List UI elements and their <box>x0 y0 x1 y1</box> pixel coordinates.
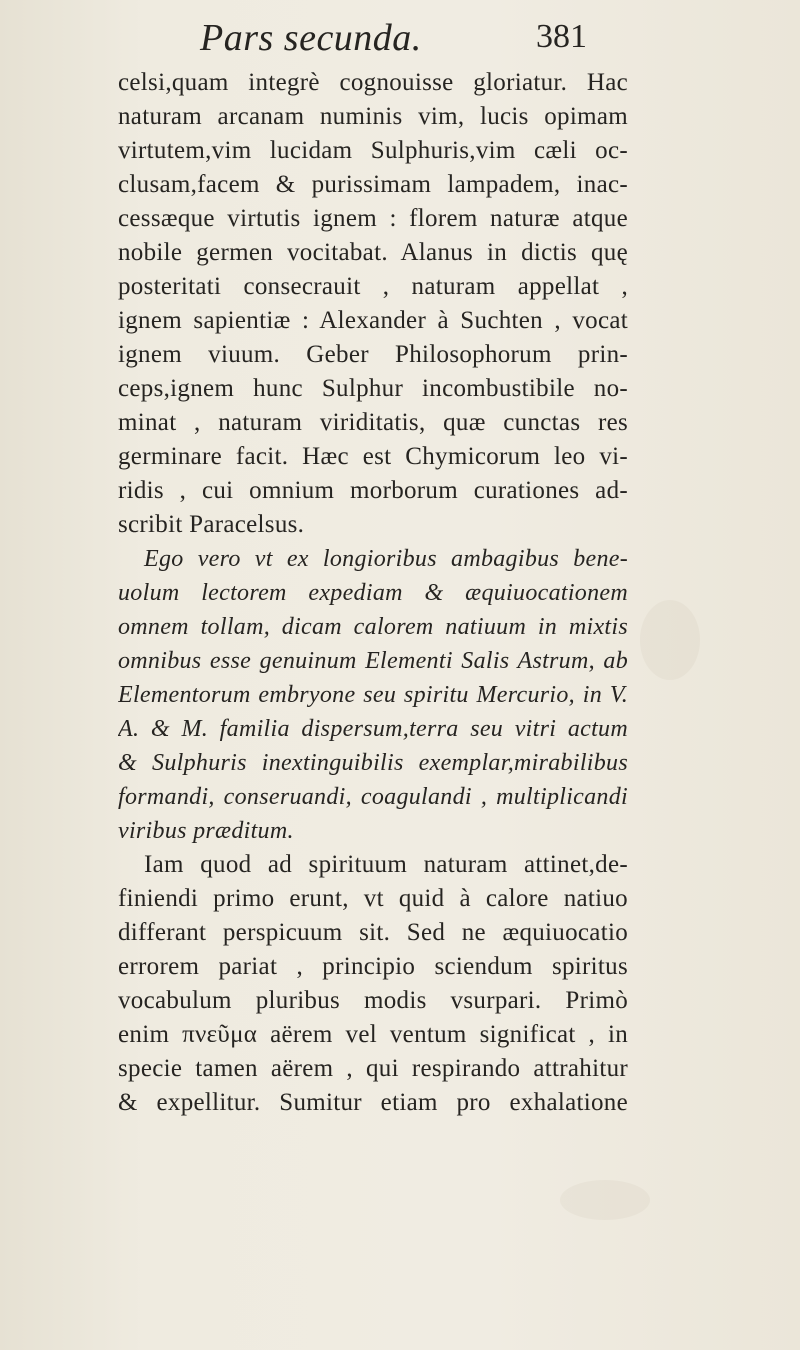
text-line: celsi,quam integrè cognouisse gloriatur. Hac <box>118 69 628 96</box>
italic-line: & Sulphuris inextinguibilis exemplar,mirabilibus <box>118 750 628 776</box>
page-header <box>0 14 800 64</box>
text-line: scribit Paracelsus. <box>118 511 305 538</box>
running-head: Pars secunda. <box>200 17 422 59</box>
text-line: differant perspicuum sit. Sed ne æquiuocatio <box>118 919 628 946</box>
text-line: vocabulum pluribus modis vsurpari. Primò <box>118 987 628 1014</box>
italic-line: formandi, conseruandi, coagulandi , multiplicandi <box>118 784 628 810</box>
text-line: virtutem,vim lucidam Sulphuris,vim cæli oc- <box>118 137 628 164</box>
text-line: ridis , cui omnium morborum curationes ad- <box>118 477 628 504</box>
italic-line: uolum lectorem expediam & æquiuocationem <box>118 580 628 606</box>
text-line: nobile germen vocitabat. Alanus in dictis quę <box>118 239 628 266</box>
text-line: & expellitur. Sumitur etiam pro exhalatione <box>118 1089 628 1116</box>
italic-line: Ego vero vt ex longioribus ambagibus bene- <box>144 546 628 572</box>
italic-line: omnibus esse genuinum Elementi Salis Astrum, ab <box>118 648 628 674</box>
text-line: finiendi primo erunt, vt quid à calore natiuo <box>118 885 628 912</box>
text-line: enim πνεῦμα aërem vel ventum significat , in <box>118 1021 628 1048</box>
body-text <box>118 66 628 1120</box>
text-line: specie tamen aërem , qui respirando attrahitur <box>118 1055 628 1082</box>
italic-line: viribus præditum. <box>118 818 294 844</box>
italic-line: A. & M. familia dispersum,terra seu vitri actum <box>118 716 628 742</box>
text-line: minat , naturam viriditatis, quæ cunctas res <box>118 409 628 436</box>
text-line: Iam quod ad spirituum naturam attinet,de- <box>144 851 628 878</box>
paper-stain <box>640 600 700 680</box>
paper-stain <box>560 1180 650 1220</box>
text-line: germinare facit. Hæc est Chymicorum leo vi- <box>118 443 628 470</box>
page-number: 381 <box>536 18 587 55</box>
text-line: cessæque virtutis ignem : florem naturæ atque <box>118 205 628 232</box>
text-line: errorem pariat , principio sciendum spiritus <box>118 953 628 980</box>
italic-line: Elementorum embryone seu spiritu Mercurio, in V. <box>118 682 628 708</box>
text-line: posteritati consecrauit , naturam appellat , <box>118 273 628 300</box>
text-line: ignem viuum. Geber Philosophorum prin- <box>118 341 628 368</box>
text-line: ignem sapientiæ : Alexander à Suchten , vocat <box>118 307 628 334</box>
text-line: clusam,facem & purissimam lampadem, inac- <box>118 171 628 198</box>
italic-line: omnem tollam, dicam calorem natiuum in mixtis <box>118 614 628 640</box>
text-line: ceps,ignem hunc Sulphur incombustibile no- <box>118 375 628 402</box>
text-line: naturam arcanam numinis vim, lucis opimam <box>118 103 628 130</box>
